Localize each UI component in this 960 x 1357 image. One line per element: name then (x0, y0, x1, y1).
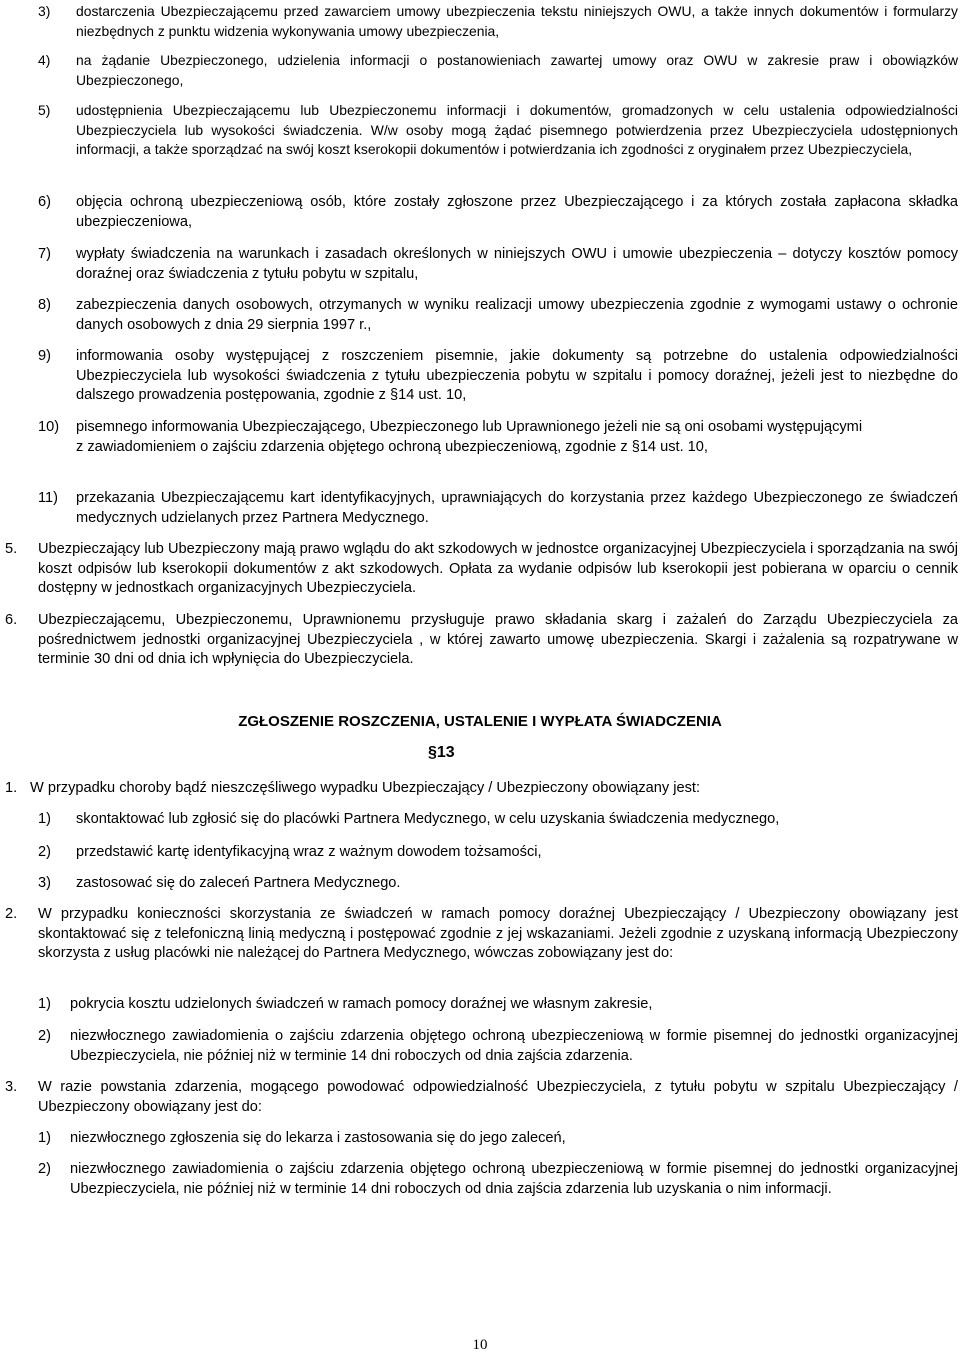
paragraph-text: Ubezpieczającemu, Ubezpieczonemu, Uprawnionemu przysługuje prawo składania skarg i zażaleń do Zarządu Ubezpieczyciela za pośrednictwem jednostki organizacyjnej Ubezpieczyciela , w której zawarto umowę ubezpieczenia. Skargi i zażalenia są rozpatrywane w terminie 30 dni od dnia ich wpłynięcia do Ubezpieczyciela. (38, 612, 958, 668)
list-item (38, 296, 958, 335)
item-text: zastosować się do zaleceń Partnera Medycznego. (76, 875, 401, 891)
item-number: 3) (38, 875, 51, 891)
item-number: 7) (38, 246, 51, 262)
paragraph-text: Ubezpieczający lub Ubezpieczony mają prawo wglądu do akt szkodowych w jednostce organizacyjnej Ubezpieczyciela i sporządzania na swój koszt odpisów lub kserokopii dokumentów z akt szkodowych. Opłata za wydanie odpisów lub kserokopii jest pobierana w oparciu o cennik dostępny w jednostkach organizacyjnych Ubezpieczyciela. (38, 541, 958, 597)
list-item (38, 1160, 958, 1199)
item-number: 3) (38, 3, 51, 19)
numbered-paragraph (5, 779, 958, 799)
item-text: zabezpieczenia danych osobowych, otrzymanych w wyniku realizacji umowy ubezpieczenia zgodnie z wymogami ustawy o ochronie danych osobowych z dnia 29 sierpnia 1997 r., (76, 297, 958, 333)
item-number: 2) (38, 844, 51, 860)
numbered-paragraph (5, 905, 958, 964)
item-text: informowania osoby występującej z roszczeniem pisemnie, jakie dokumenty są potrzebne do ustalenia odpowiedzialności Ubezpieczyciela lub wysokości świadczenia z tytułu ubezpieczenia pobytu w szpitalu i pomocy doraźnej, jeżeli jest to niezbędne do dalszego prowadzenia postępowania, zgodnie z §14 ust. 10, (76, 348, 958, 404)
item-text: przedstawić kartę identyfikacyjną wraz z ważnym dowodem tożsamości, (76, 844, 542, 860)
paragraph-number: 3. (5, 1079, 18, 1095)
item-text: niezwłocznego zawiadomienia o zajściu zdarzenia objętego ochroną ubezpieczeniową w formie pisemnej do jednostki organizacyjnej Ubezpieczyciela, nie później niż w terminie 14 dni roboczych od dnia zajścia zdarzenia lub uzyskania o nim informacji. (70, 1161, 958, 1197)
item-text: na żądanie Ubezpieczonego, udzielenia informacji o postanowieniach zawartej umowy oraz OWU w zakresie praw i obowiązków Ubezpieczonego, (76, 52, 958, 88)
list-item (38, 51, 958, 90)
item-number: 5) (38, 102, 51, 118)
item-text: pisemnego informowania Ubezpieczającego, Ubezpieczonego lub Uprawnionego jeżeli nie są oni osobami występującymi (76, 419, 863, 435)
item-text: niezwłocznego zawiadomienia o zajściu zdarzenia objętego ochroną ubezpieczeniową w formie pisemnej do jednostki organizacyjnej Ubezpieczyciela, nie później niż w terminie 14 dni roboczych od dnia zajścia zdarzenia. (70, 1028, 958, 1064)
item-number: 10) (38, 419, 60, 435)
list-item (38, 245, 958, 284)
section-heading: ZGŁOSZENIE ROSZCZENIA, USTALENIE I WYPŁATA ŚWIADCZENIA (238, 713, 722, 730)
item-number: 9) (38, 348, 51, 364)
paragraph-text: W przypadku choroby bądź nieszczęśliwego wypadku Ubezpieczający / Ubezpieczony obowiązany jest: (30, 780, 701, 796)
paragraph-number: 1. (5, 780, 18, 796)
item-number: 1) (38, 811, 51, 827)
list-item (38, 995, 958, 1015)
item-text-continuation: z zawiadomieniem o zajściu zdarzenia objętego ochroną ubezpieczeniową, zgodnie z §14 ust. 10, (76, 438, 708, 455)
item-text: wypłaty świadczenia na warunkach i zasadach określonych w niniejszych OWU i umowie ubezpieczenia – dotyczy kosztów pomocy doraźnej oraz świadczenia z tytułu pobytu w szpitalu, (76, 246, 958, 282)
item-text: udostępnienia Ubezpieczającemu lub Ubezpieczonemu informacji i dokumentów, gromadzonych w celu ustalenia odpowiedzialności Ubezpieczyciela lub wysokości świadczenia. W/w osoby mogą żądać pisemnego potwierdzenia przez Ubezpieczyciela udostępnionych informacji, a także sporządzać na swój koszt kserokopii dokumentów i potwierdzania ich zgodności z oryginałem przez Ubezpieczyciela, (76, 102, 958, 158)
numbered-paragraph (5, 1078, 958, 1117)
item-text: niezwłocznego zgłoszenia się do lekarza i zastosowania się do jego zaleceń, (70, 1130, 566, 1146)
section-number: §13 (428, 744, 455, 761)
list-item (38, 2, 958, 41)
item-number: 8) (38, 297, 51, 313)
list-item (38, 418, 958, 457)
list-item (38, 1129, 958, 1149)
list-item (38, 101, 958, 160)
numbered-paragraph (5, 540, 958, 599)
item-number: 11) (38, 490, 59, 506)
paragraph-number: 2. (5, 906, 18, 922)
numbered-paragraph (5, 611, 958, 670)
paragraph-number: 6. (5, 612, 18, 628)
item-number: 2) (38, 1161, 51, 1177)
paragraph-text: W razie powstania zdarzenia, mogącego powodować odpowiedzialność Ubezpieczyciela, z tytułu pobytu w szpitalu Ubezpieczający / Ubezpieczony obowiązany jest do: (38, 1079, 958, 1115)
item-number: 1) (38, 996, 51, 1012)
paragraph-text: W przypadku konieczności skorzystania ze świadczeń w ramach pomocy doraźnej Ubezpieczający / Ubezpieczony obowiązany jest skontaktować się z telefoniczną linią medyczną i postępować zgodnie z jej wskazaniami. Jeżeli zgodnie z uzyskaną informacją Ubezpieczony skorzysta z usług placówki nie należącej do Partnera Medycznego, wówczas zobowiązany jest do: (38, 906, 958, 962)
list-item (38, 843, 958, 863)
list-item (38, 347, 958, 406)
item-text: objęcia ochroną ubezpieczeniową osób, które zostały zgłoszone przez Ubezpieczającego i za których została zapłacona składka ubezpieczeniowa, (76, 194, 958, 230)
item-text: skontaktować lub zgłosić się do placówki Partnera Medycznego, w celu uzyskania świadczenia medycznego, (76, 811, 780, 827)
item-number: 4) (38, 52, 51, 68)
paragraph-number: 5. (5, 541, 18, 557)
list-item (38, 874, 958, 894)
item-text: przekazania Ubezpieczającemu kart identyfikacyjnych, uprawniających do korzystania przez każdego Ubezpieczonego ze świadczeń medycznych udzielanych przez Partnera Medycznego. (76, 490, 958, 526)
item-number: 1) (38, 1130, 51, 1146)
list-item (38, 810, 958, 830)
page-number: 10 (472, 1337, 488, 1353)
item-number: 2) (38, 1028, 51, 1044)
list-item (38, 489, 958, 528)
item-text: dostarczenia Ubezpieczającemu przed zawarciem umowy ubezpieczenia tekstu niniejszych OWU, a także innych dokumentów i formularzy niezbędnych z punktu widzenia wykonywania umowy ubezpieczenia, (76, 3, 958, 39)
list-item (38, 1027, 958, 1066)
list-item (38, 193, 958, 232)
item-number: 6) (38, 194, 51, 210)
item-text: pokrycia kosztu udzielonych świadczeń w ramach pomocy doraźnej we własnym zakresie, (70, 996, 653, 1012)
